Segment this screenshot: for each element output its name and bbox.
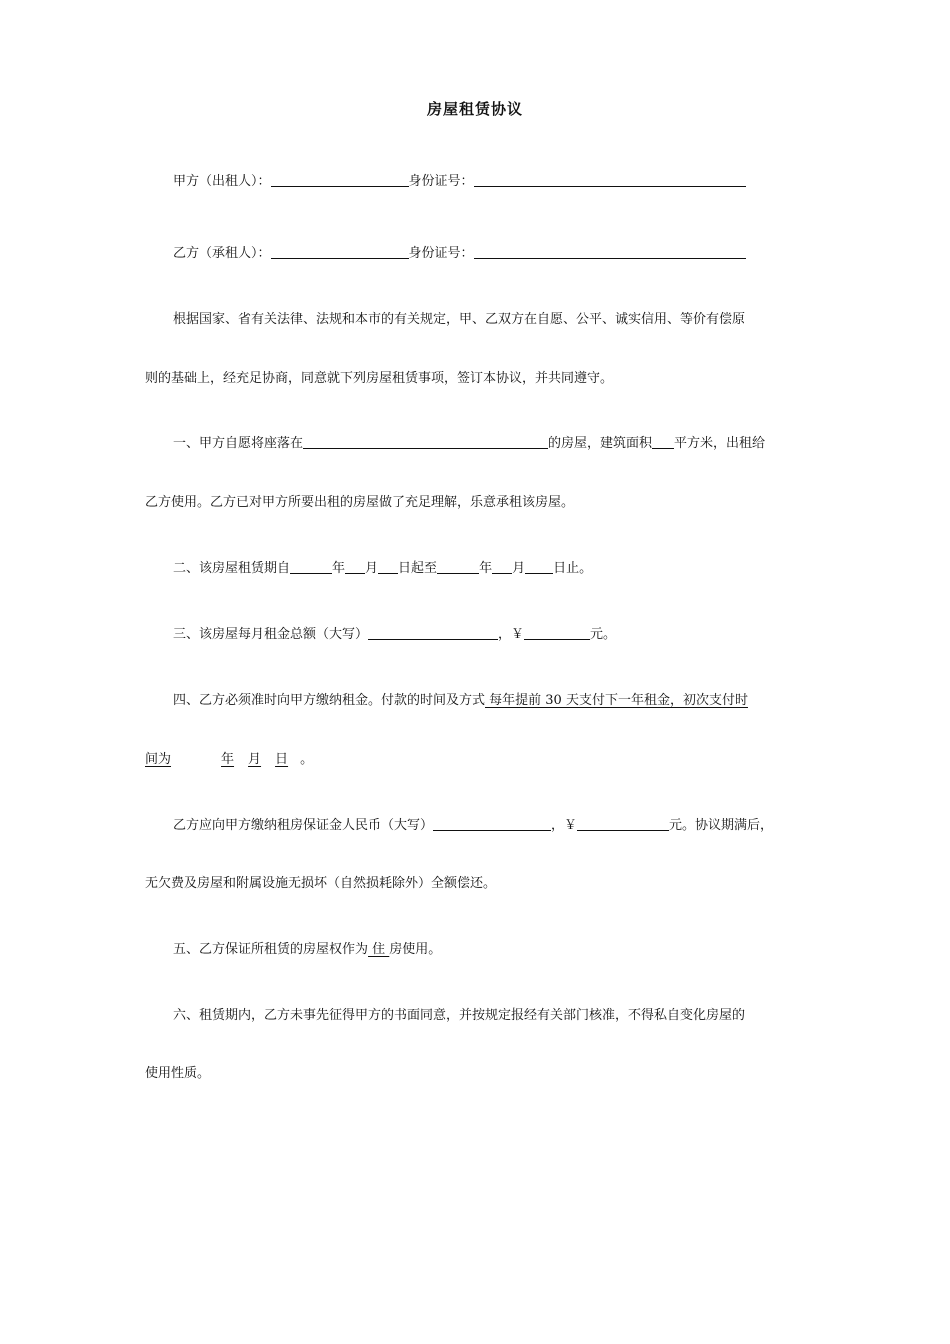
clause-5-pre: 五、乙方保证所租赁的房屋权作为 xyxy=(173,942,369,957)
clause-4-pre: 四、乙方必须准时向甲方缴纳租金。付款的时间及方式 xyxy=(173,693,486,708)
party-b-line xyxy=(145,244,848,264)
document-title: 房屋租赁协议 xyxy=(426,100,523,118)
deposit-pre: 乙方应向甲方缴纳租房保证金人民币（大写） xyxy=(173,818,434,833)
first-payment-year: 年 xyxy=(221,752,235,767)
end-month-blank[interactable] xyxy=(492,559,512,574)
clause-5-post: 房使用。 xyxy=(389,942,442,957)
deposit-amount-blank[interactable] xyxy=(577,816,669,831)
clause-6-line-2: 使用性质。 xyxy=(145,1066,211,1081)
clause-2-year2: 年 xyxy=(479,561,493,576)
clause-3-mid: ，￥ xyxy=(498,627,525,642)
payment-method-text: 每年提前 30 天支付下一年租金，初次支付时 xyxy=(485,693,748,708)
deposit-words-blank[interactable] xyxy=(433,816,551,831)
clause-4-end: 。 xyxy=(300,752,314,767)
monthly-rent-amount-blank[interactable] xyxy=(524,625,590,640)
party-b-id-blank[interactable] xyxy=(474,244,746,259)
first-payment-label: 间为 xyxy=(145,752,172,767)
clause-1-line-1 xyxy=(145,434,848,454)
clause-3-pre: 三、该房屋每月租金总额（大写） xyxy=(173,627,369,642)
clause-3-line xyxy=(145,625,848,645)
clause-6-line-1: 六、租赁期内，乙方未事先征得甲方的书面同意，并按规定报经有关部门核准，不得私自变化房屋的 xyxy=(173,1008,746,1023)
party-a-id-blank[interactable] xyxy=(474,172,746,187)
start-month-blank[interactable] xyxy=(345,559,365,574)
party-a-id-label: 身份证号： xyxy=(408,174,474,189)
deposit-mid: ，￥ xyxy=(551,818,578,833)
party-a-line xyxy=(145,172,848,192)
clause-4-line-2 xyxy=(145,750,820,770)
clause-2-day1: 日起至 xyxy=(398,561,438,576)
deposit-line-2: 无欠费及房屋和附属设施无损坏（自然损耗除外）全额偿还。 xyxy=(145,876,497,891)
clause-1-mid: 的房屋，建筑面积 xyxy=(548,436,653,451)
usage-type-text: 住 xyxy=(368,942,390,957)
clause-1-post: 平方米，出租给 xyxy=(674,436,766,451)
party-a-label: 甲方（出租人）： xyxy=(173,174,271,189)
clause-1-pre: 一、甲方自愿将座落在 xyxy=(173,436,304,451)
clause-1-line-2: 乙方使用。乙方已对甲方所要出租的房屋做了充足理解，乐意承租该房屋。 xyxy=(145,495,575,510)
first-payment-date xyxy=(145,752,300,767)
clause-5-line xyxy=(145,940,848,960)
clause-2-day2: 日止。 xyxy=(553,561,593,576)
start-day-blank[interactable] xyxy=(378,559,398,574)
party-b-id-label: 身份证号： xyxy=(408,246,474,261)
party-a-name-blank[interactable] xyxy=(271,172,409,187)
start-year-blank[interactable] xyxy=(290,559,332,574)
clause-2-line xyxy=(145,559,848,579)
deposit-line-1 xyxy=(145,816,848,836)
first-payment-month: 月 xyxy=(248,752,262,767)
end-year-blank[interactable] xyxy=(437,559,479,574)
preamble-line-2: 则的基础上，经充足协商，同意就下列房屋租赁事项，签订本协议，并共同遵守。 xyxy=(145,371,614,386)
party-b-label: 乙方（承租人）： xyxy=(173,246,271,261)
party-b-name-blank[interactable] xyxy=(271,244,409,259)
property-location-blank[interactable] xyxy=(303,434,548,449)
deposit-post: 元。协议期满后， xyxy=(669,818,774,833)
clause-3-post: 元。 xyxy=(590,627,617,642)
floor-area-blank[interactable] xyxy=(652,434,674,449)
first-payment-day: 日 xyxy=(275,752,289,767)
clause-2-pre: 二、该房屋租赁期自 xyxy=(173,561,291,576)
clause-2-year1: 年 xyxy=(332,561,346,576)
monthly-rent-words-blank[interactable] xyxy=(368,625,498,640)
clause-2-month1: 月 xyxy=(365,561,379,576)
preamble-line-1: 根据国家、省有关法律、法规和本市的有关规定，甲、乙双方在自愿、公平、诚实信用、等价有偿原 xyxy=(173,312,746,327)
clause-4-line-1 xyxy=(145,691,848,711)
end-day-blank[interactable] xyxy=(525,559,553,574)
clause-2-month2: 月 xyxy=(512,561,526,576)
